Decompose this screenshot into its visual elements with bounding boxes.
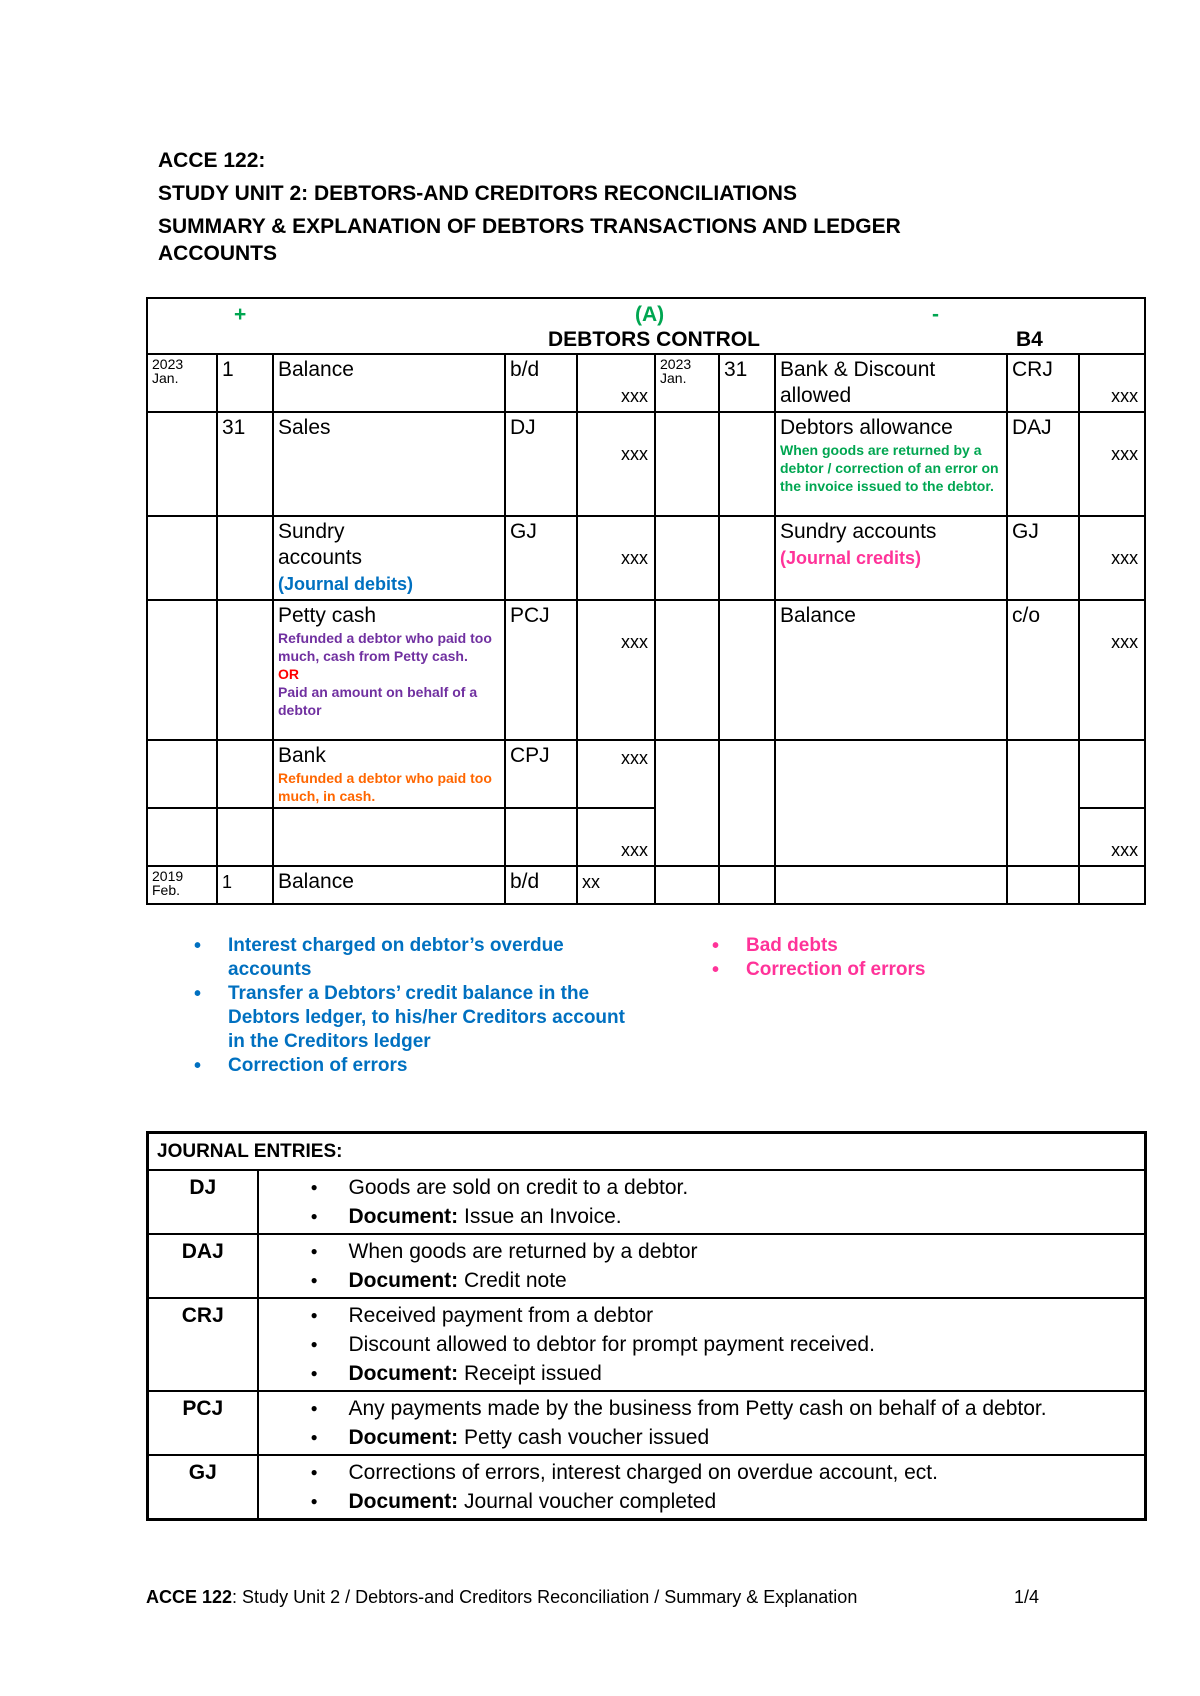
credit-amount: xxx [1111, 444, 1139, 464]
debit-detail: Sales [273, 412, 505, 516]
list-item: • Correction of errors [190, 1054, 640, 1078]
debit-other-entries-list [190, 934, 640, 1078]
credit-total: xxx [1111, 840, 1139, 860]
heading-course: ACCE 122: [158, 149, 266, 172]
credit-detail-text: Sundry accounts [780, 520, 937, 543]
journal-code: DJ [148, 1170, 258, 1234]
debit-amount: xxx [621, 444, 648, 464]
list-item: ● When goods are returned by a debtor [265, 1237, 1139, 1266]
list-item: ● Discount allowed to debtor for prompt payment received. [265, 1330, 1139, 1359]
debit-day: 1 [217, 354, 273, 412]
document-label: Document: [348, 1426, 459, 1449]
credit-detail-text: Debtors allowance [780, 416, 953, 439]
closing-year: 2019 [152, 868, 184, 884]
list-item: ● Corrections of errors, interest charged on overdue account, ect. [265, 1458, 1139, 1487]
debit-detail-text: Bank [278, 744, 326, 767]
debit-detail: Balance [273, 354, 505, 412]
heading-summary [158, 213, 1058, 267]
debit-detail [273, 516, 505, 600]
debit-detail [273, 740, 505, 808]
credit-amount-cell [1079, 354, 1145, 412]
credit-side-sign: - [932, 303, 939, 326]
list-item [265, 1359, 1139, 1388]
document-label: Document: [348, 1490, 459, 1513]
document-label: Document: [348, 1205, 459, 1228]
debit-note-alt: Paid an amount on behalf of a debtor [278, 684, 478, 718]
heading-summary-line1: SUMMARY & EXPLANATION OF DEBTORS TRANSACTIONS AND LEDGER [158, 215, 901, 238]
debit-year: 2023 [152, 356, 184, 372]
credit-year: 2023 [660, 356, 692, 372]
document-label: Document: [348, 1269, 459, 1292]
credit-detail-line1: Bank & Discount [780, 358, 936, 381]
list-item [265, 1423, 1139, 1452]
credit-ref: c/o [1007, 600, 1079, 740]
ledger-folio: B4 [1016, 328, 1043, 351]
debit-ref: GJ [505, 516, 577, 600]
debit-side-sign: + [234, 303, 247, 326]
list-item: ● Goods are sold on credit to a debtor. [265, 1173, 1139, 1202]
debit-ref: CPJ [505, 740, 577, 808]
closing-date [147, 866, 217, 904]
debit-total-cell [577, 808, 655, 866]
debit-ref: PCJ [505, 600, 577, 740]
page-footer [146, 1587, 1046, 1608]
list-item: ● Received payment from a debtor [265, 1301, 1139, 1330]
credit-detail [775, 516, 1007, 600]
journal-description [258, 1298, 1146, 1391]
credit-ref: DAJ [1007, 412, 1079, 516]
footer-course: ACCE 122 [146, 1587, 233, 1607]
debit-detail-line2: accounts [278, 546, 363, 569]
list-item: • Bad debts [708, 934, 1048, 958]
credit-amount: xxx [1111, 632, 1139, 652]
journal-title: JOURNAL ENTRIES: [148, 1133, 1146, 1171]
debit-ref: DJ [505, 412, 577, 516]
document-value: Issue an Invoice. [464, 1205, 622, 1228]
closing-ref: b/d [505, 866, 577, 904]
ledger-header [147, 298, 1145, 354]
debit-ref: b/d [505, 354, 577, 412]
document-value: Journal voucher completed [464, 1490, 717, 1513]
debit-note: Refunded a debtor who paid too much, cash from Petty cash. [278, 630, 492, 664]
debit-note: Refunded a debtor who paid too much, in cash. [278, 770, 492, 804]
credit-amount: xxx [1111, 386, 1139, 406]
ledger-title: DEBTORS CONTROL [548, 328, 760, 351]
debit-date [147, 354, 217, 412]
credit-amount: xxx [1111, 548, 1139, 568]
debit-amount: xxx [621, 748, 648, 768]
journal-code: PCJ [148, 1391, 258, 1455]
list-item: • Interest charged on debtor’s overdue accounts [190, 934, 640, 982]
page-number: 1/4 [1014, 1587, 1040, 1607]
credit-detail: Balance [775, 600, 1007, 740]
journal-entries-table [146, 1131, 1147, 1521]
debit-day: 31 [217, 412, 273, 516]
debit-note-or: OR [278, 666, 299, 682]
credit-total-cell [1079, 808, 1145, 866]
debit-amount-cell [577, 516, 655, 600]
closing-amount: xx [577, 866, 655, 904]
journal-description [258, 1455, 1146, 1520]
debit-amount-cell [577, 600, 655, 740]
debit-month: Jan. [152, 370, 179, 386]
heading-study-unit: STUDY UNIT 2: DEBTORS-AND CREDITORS RECONCILIATIONS [158, 182, 797, 205]
credit-amount-cell [1079, 516, 1145, 600]
credit-amount-cell [1079, 412, 1145, 516]
debit-amount: xxx [621, 386, 648, 406]
credit-month: Jan. [660, 370, 687, 386]
credit-amount-cell [1079, 600, 1145, 740]
heading-summary-line2: ACCOUNTS [158, 242, 277, 265]
credit-detail [775, 354, 1007, 412]
debtors-control-ledger [146, 297, 1146, 905]
credit-other-entries-list [708, 934, 1048, 982]
journal-description [258, 1391, 1146, 1455]
journal-description [258, 1170, 1146, 1234]
credit-date [655, 354, 719, 412]
list-item: • Correction of errors [708, 958, 1048, 982]
document-value: Petty cash voucher issued [464, 1426, 710, 1449]
journal-code: GJ [148, 1455, 258, 1520]
list-item [265, 1202, 1139, 1231]
list-item [265, 1487, 1139, 1516]
journal-code: DAJ [148, 1234, 258, 1298]
closing-detail: Balance [273, 866, 505, 904]
debit-amount-cell [577, 740, 655, 808]
credit-ref: GJ [1007, 516, 1079, 600]
credit-detail [775, 412, 1007, 516]
list-item: • Transfer a Debtors’ credit balance in the Debtors ledger, to his/her Creditors account in the Creditors ledger [190, 982, 640, 1054]
debit-note: (Journal debits) [278, 574, 414, 594]
credit-detail-line2: allowed [780, 384, 852, 407]
debit-amount-cell [577, 412, 655, 516]
list-item: ● Any payments made by the business from Petty cash on behalf of a debtor. [265, 1394, 1139, 1423]
ledger-code: (A) [635, 303, 665, 326]
footer-text: : Study Unit 2 / Debtors-and Creditors Reconciliation / Summary & Explanation [232, 1587, 858, 1607]
debit-amount: xxx [621, 548, 648, 568]
closing-day: 1 [217, 866, 273, 904]
document-label: Document: [348, 1362, 459, 1385]
document-value: Receipt issued [464, 1362, 602, 1385]
credit-day: 31 [719, 354, 775, 412]
debit-amount: xxx [621, 632, 648, 652]
debit-amount-cell [577, 354, 655, 412]
list-item [265, 1266, 1139, 1295]
debit-detail-text: Petty cash [278, 604, 377, 627]
debit-total: xxx [621, 840, 648, 860]
debit-detail [273, 600, 505, 740]
credit-note: (Journal credits) [780, 548, 922, 568]
journal-description [258, 1234, 1146, 1298]
credit-ref: CRJ [1007, 354, 1079, 412]
closing-month: Feb. [152, 882, 181, 898]
debit-detail-line1: Sundry [278, 520, 345, 543]
credit-note: When goods are returned by a debtor / correction of an error on the invoice issued to the debtor. [780, 442, 999, 494]
journal-code: CRJ [148, 1298, 258, 1391]
document-value: Credit note [464, 1269, 567, 1292]
